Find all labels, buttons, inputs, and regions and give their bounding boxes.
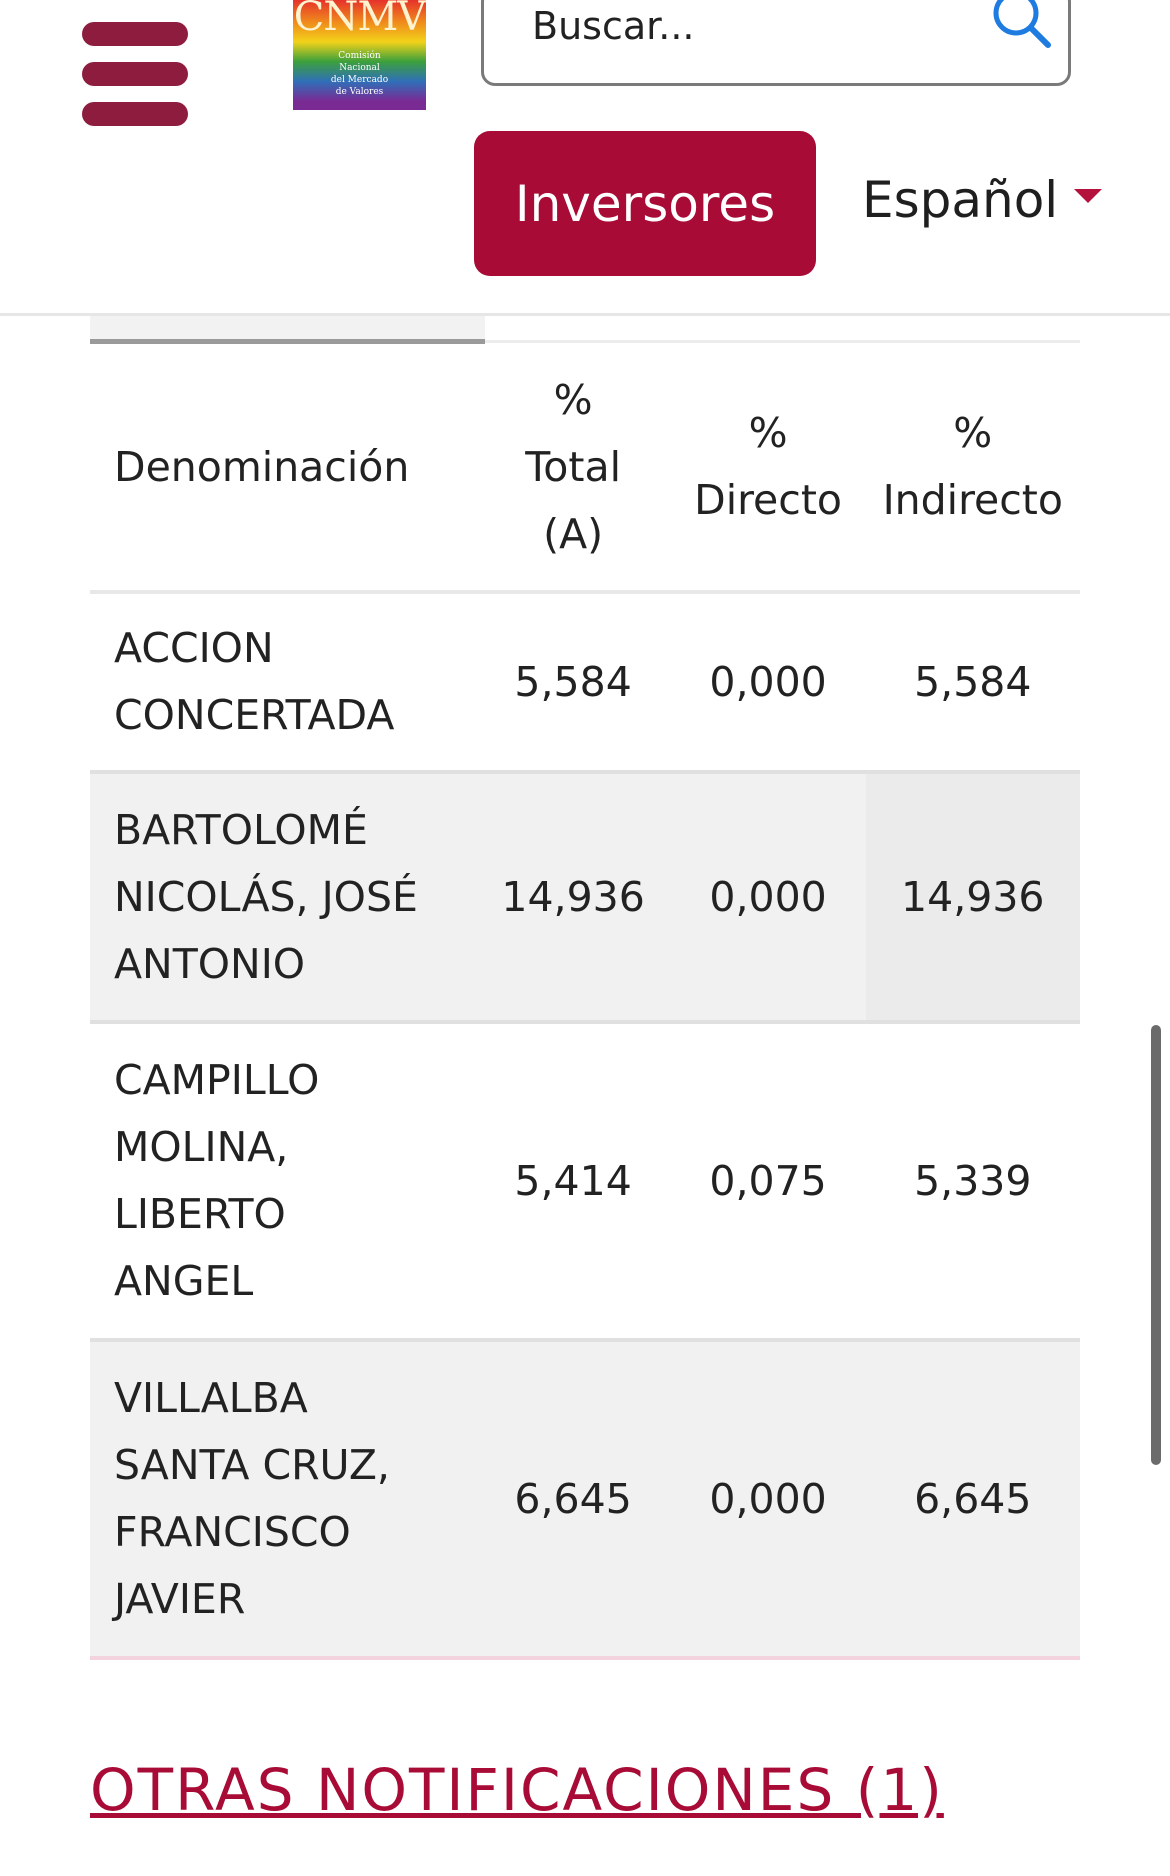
cell-direct: 0,075 (709, 1156, 827, 1205)
cell-direct: 0,000 (709, 872, 827, 921)
cell-total: 5,414 (514, 1156, 632, 1205)
cell-name (90, 594, 476, 770)
investors-button[interactable]: Inversores (474, 131, 816, 276)
cell-total: 14,936 (501, 872, 645, 921)
vertical-scrollbar[interactable] (1151, 1025, 1161, 1465)
header-text: Total (525, 442, 621, 491)
cell-indirect: 14,936 (866, 774, 1080, 1020)
table-row (90, 1024, 1080, 1342)
caret-down-icon (1074, 189, 1102, 203)
cell-total: 6,645 (514, 1474, 632, 1523)
logo-line: del Mercado (330, 75, 389, 85)
logo-mark: CNMV (293, 0, 426, 40)
cell-direct: 0,000 (709, 657, 827, 706)
header-text: % (748, 409, 788, 457)
cell-total: 5,584 (514, 657, 632, 706)
name-line: CONCERTADA (114, 691, 395, 739)
header-text: Directo (694, 476, 842, 524)
header-total (476, 344, 671, 590)
menu-bar (82, 102, 188, 126)
logo-line: Nacional (339, 63, 380, 73)
logo-subtitle (299, 50, 420, 98)
cell-name (90, 774, 476, 1020)
table-row (90, 774, 1080, 1024)
site-header (0, 0, 1170, 316)
cell-name (90, 1024, 476, 1338)
name-line: NICOLÁS, JOSÉ (114, 872, 418, 921)
header-text: Indirecto (882, 476, 1063, 524)
language-label: Español (862, 171, 1059, 229)
name-line: SANTA CRUZ, (114, 1441, 390, 1489)
name-line: BARTOLOMÉ (114, 805, 368, 854)
hamburger-menu-icon[interactable] (82, 22, 188, 126)
search-icon[interactable] (984, 0, 1060, 57)
cell-indirect: 6,645 (914, 1474, 1032, 1523)
cell-indirect: 5,584 (914, 657, 1032, 706)
name-line: CAMPILLO (114, 1056, 320, 1104)
name-line: ANTONIO (114, 939, 306, 988)
table-header-row (90, 344, 1080, 594)
cell-indirect: 5,339 (914, 1156, 1032, 1205)
tab-underline (485, 340, 1080, 343)
name-line: FRANCISCO (114, 1508, 351, 1556)
name-line: ACCION (114, 624, 274, 672)
cell-name (90, 1342, 476, 1656)
table-row (90, 594, 1080, 774)
other-notifications-link[interactable]: OTRAS NOTIFICACIONES (1) (90, 1756, 944, 1824)
name-line: MOLINA, (114, 1123, 289, 1171)
menu-bar (82, 62, 188, 86)
table-row (90, 1342, 1080, 1660)
menu-bar (82, 22, 188, 46)
logo-line: Comisión (338, 51, 381, 61)
name-line: LIBERTO (114, 1190, 286, 1238)
shareholders-table (90, 344, 1080, 1660)
cnmv-logo[interactable] (293, 0, 426, 110)
name-line: ANGEL (114, 1257, 254, 1305)
header-indirecto (866, 344, 1080, 590)
header-text: % (553, 375, 593, 424)
name-line: VILLALBA (114, 1374, 308, 1422)
search-input[interactable] (532, 1, 952, 51)
header-text: (A) (543, 509, 604, 558)
search-box (481, 0, 1071, 86)
logo-line: de Valores (335, 87, 384, 97)
header-text: % (953, 409, 993, 457)
name-line: JAVIER (114, 1575, 246, 1623)
header-directo (671, 344, 866, 590)
language-selector[interactable] (862, 165, 1102, 235)
header-denominacion: Denominación (114, 442, 410, 491)
cell-direct: 0,000 (709, 1474, 827, 1523)
